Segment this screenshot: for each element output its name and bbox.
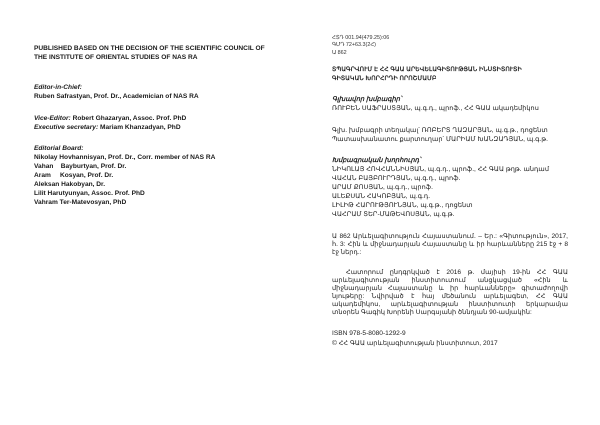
- executive-secretary-line: [34, 124, 181, 132]
- vice-editor-label: Vice-Editor:: [34, 115, 71, 122]
- bbk-code: ԳՄԴ 72+63.3(2Հ): [332, 42, 376, 48]
- editorial-board-label: Editorial Board:: [34, 145, 84, 152]
- board-member: ԱԼԵՔՍԱՆ ՀԱԿՈԲՅԱՆ, պ.գ.դ.: [332, 193, 431, 200]
- editor-in-chief-name: Ruben Safrastyan, Prof. Dr., Academician of NAS RA: [34, 93, 199, 100]
- copyright-notice: © ՀՀ ԳԱԱ արևելագիտության ինստիտուտ, 2017: [332, 340, 498, 347]
- board-member: Vahan Bayburtyan, Prof. Dr.: [34, 163, 127, 170]
- chief-editor-name: ՌՈՒԲԵՆ ՍԱՖՐԱՍՏՅԱՆ, պ.գ.դ., պրոֆ., ՀՀ ԳԱԱ ակադեմիկոս: [332, 105, 539, 112]
- editor-in-chief-label: Editor-in-Chief:: [34, 84, 82, 91]
- catalog-entry: Ա 862 Արևելագիտություն Հայաստանում. – Եր.: «Գիտություն», 2017, հ. 3: Հին և միջնադարյան Հայաստանը և իր հարևանները 215 էջ + 8 էջ ներդ.:: [332, 233, 568, 256]
- executive-secretary-line: Պատասխանատու քարտուղար՝ ՄԱՐԻԱՄ ԽԱՆԶԱԴՅԱՆ, պ.գ.թ.: [332, 136, 548, 143]
- published-note-line2: THE INSTITUTE OF ORIENTAL STUDIES OF NAS RA: [34, 54, 198, 61]
- board-member: ԼԻԼԻԹ ՀԱՐՈՒԹՅՈՒՆՅԱՆ, պ.գ.թ., դոցենտ: [332, 202, 473, 209]
- chief-editor-label: Գլխավոր խմբագիր՝: [332, 96, 402, 103]
- board-member: Aram Kosyan, Prof. Dr.: [34, 172, 114, 179]
- board-member: Nikolay Hovhannisyan, Prof. Dr., Corr. member of NAS RA: [34, 154, 216, 161]
- catalog-code: Ա 862: [332, 50, 347, 56]
- board-member: ՎԱՀՐԱՄ ՏԵՐ-ՄԱԹԵՎՈՍՅԱՆ, պ.գ.թ.: [332, 211, 455, 218]
- deputy-editor-line: Գլխ. խմբագրի տեղակալ՝ ՌՈԲԵՐՏ ՂԱԶԱՐՅԱՆ, պ.գ.թ., դոցենտ: [332, 127, 548, 134]
- publication-decision-line2: ԳԻՏԱԿԱՆ ԽՈՐՀՐԴԻ ՈՐՈՇՄԱՄԲ: [332, 75, 437, 82]
- board-member: ՆԻԿՈԼԱՅ ՀՈՎՀԱՆՆԻՍՅԱՆ, պ.գ.դ., պրոֆ., ՀՀ ԳԱԱ թղթ. անդամ: [332, 166, 550, 173]
- udc-code: ՀՏԴ 001.94(479.25):06: [332, 35, 390, 41]
- published-note-line1: PUBLISHED BASED ON THE DECISION OF THE SCIENTIFIC COUNCIL OF: [34, 45, 265, 52]
- editorial-board-label: Խմբագրական խորհուրդ՝: [332, 157, 421, 164]
- executive-secretary-name: Mariam Khanzadyan, PhD: [98, 124, 181, 131]
- executive-secretary-label: Executive secretary:: [34, 124, 99, 131]
- publication-decision-line1: ՏՊԱԳՐՎՈՒՄ Է ՀՀ ԳԱԱ ԱՐԵՎԵԼԱԳԻՏՈՒԹՅԱՆ ԻՆՍՏԻՏՈՒՏԻ: [332, 66, 522, 73]
- board-member: Vahram Ter-Matevosyan, PhD: [34, 199, 127, 206]
- vice-editor-name: Robert Ghazaryan, Assoc. Prof. PhD: [70, 115, 187, 122]
- board-member: ԱՐԱՄ ՔՈՍՅԱՆ, պ.գ.դ., պրոֆ.: [332, 184, 433, 191]
- vice-editor-line: [34, 115, 186, 123]
- board-member: ՎԱՀԱՆ ԲԱՅԲՈՒՐԴՅԱՆ, պ.գ.դ., պրոֆ.: [332, 175, 461, 182]
- board-member: Lilit Harutyunyan, Assoc. Prof. PhD: [34, 190, 145, 197]
- isbn: ISBN 978-5-8080-1292-9: [332, 330, 406, 337]
- board-member: Aleksan Hakobyan, Dr.: [34, 181, 106, 188]
- annotation-paragraph: Հատորում ընդգրկված է 2016 թ. մայիսի 19-ին ՀՀ ԳԱԱ արևելագիտության ինստիտուտում անցկացված «Հին և միջնադարյան Հայաստանը և իր հարևանները» գիտաժողովի նյութերը: Նվիրված է հայ մեծանուն արևելագետ, ՀՀ ԳԱԱ ակադեմիկոս, արևելագիտության ինստիտուտի երկարամյա տնօրեն Գագիկ Խորենի Սարգսյանի ծննդյան 90-ամյակին:: [332, 269, 568, 316]
